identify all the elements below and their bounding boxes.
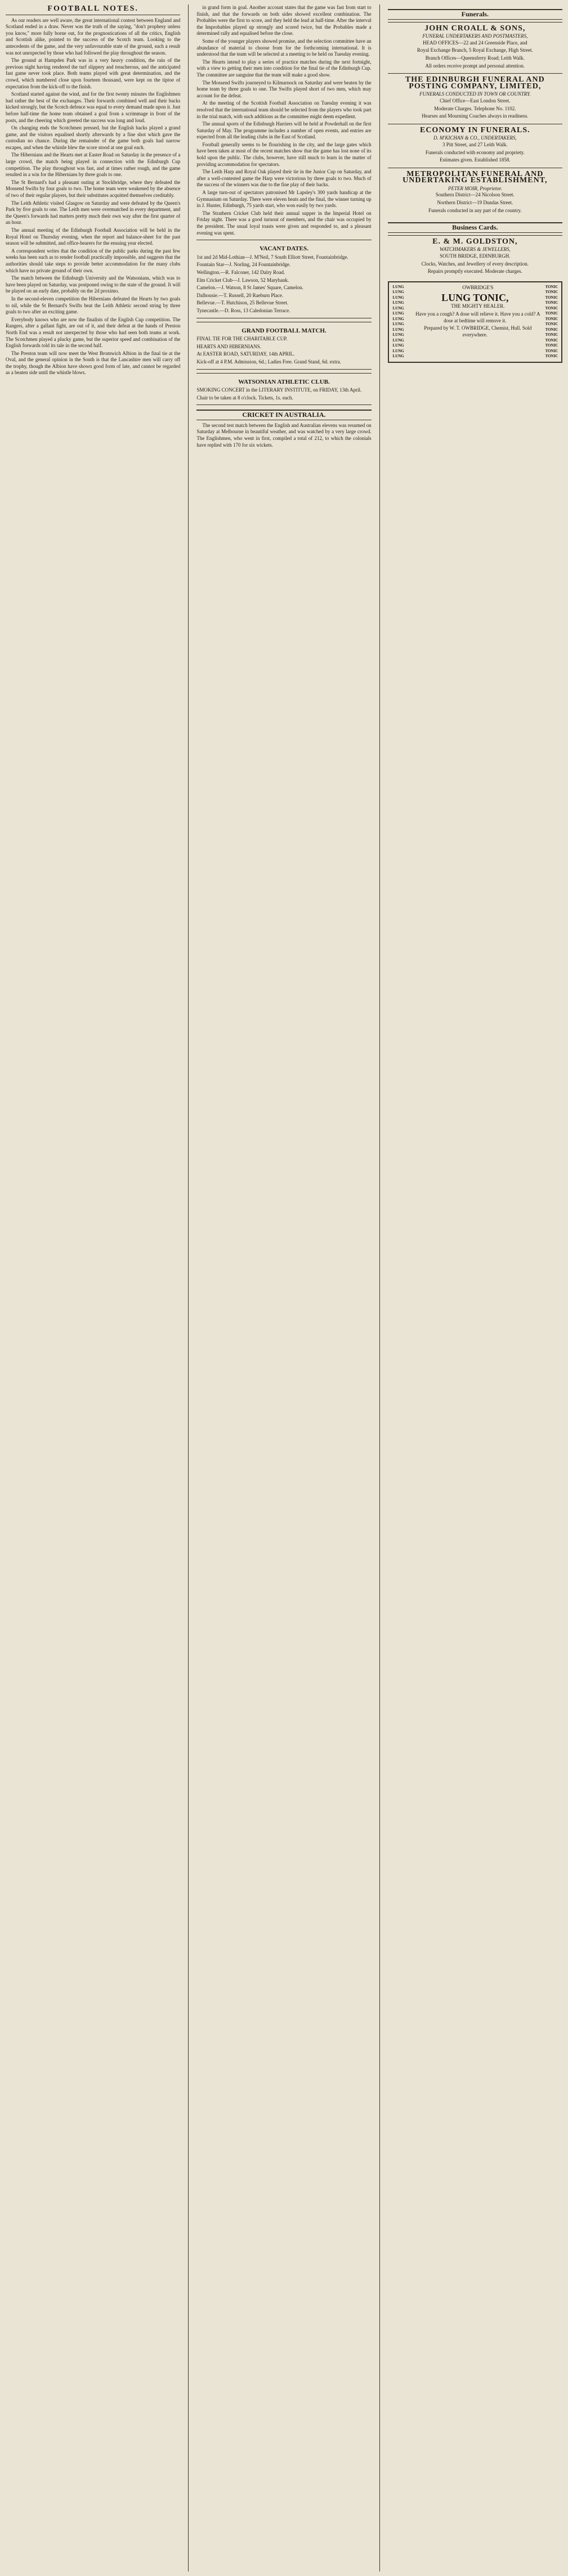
- notice-line: Fountain Star—J. Norling, 24 Fountainbridge.: [196, 262, 291, 268]
- ad-line: Southern District—24 Nicolson Street.: [435, 192, 515, 198]
- lung-tagline: THE MIGHTY HEALER.: [451, 303, 505, 309]
- ad-line: Royal Exchange Branch, 5 Royal Exchange, High Street.: [417, 47, 533, 53]
- article-paragraph: The match between the Edinburgh University and the Watsonians, which was to have been played on Saturday, was postponed owing to the state of the ground. It will be played on an early date, probably on the 2d proximo.: [6, 275, 181, 294]
- side-word: LUNG: [392, 332, 404, 338]
- article-paragraph: As our readers are well aware, the great international contest between England and Scotland ended in a draw. Never was the truth of the saying, "don't prophesy unless you know," more fully borne out, for the prognostications of all the critics, English and Scottish alike, pointed to the success of the Scotch team. Looking to the antecedents of the game, and the very unfavourable state of the ground, such a result was not unexpected by those who had followed the play throughout the season.: [6, 17, 181, 56]
- match-details: [196, 336, 371, 365]
- side-word: TONIC: [545, 295, 558, 300]
- side-word: TONIC: [545, 316, 558, 321]
- ad-line: Branch Offices—Queensferry Road; Leith Walk.: [425, 55, 525, 61]
- notice-line: FINAL TIE FOR THE CHARITABLE CUP.: [196, 336, 288, 342]
- cricket-article: [196, 422, 371, 448]
- ad-line: Repairs promptly executed. Moderate charges.: [427, 268, 522, 275]
- article-paragraph: The Hearts intend to play a series of practice matches during the next fortnight, with a view to getting their men into condition for the final tie of the Edinburgh Cup. The committee are sanguine that the team will make a good show.: [196, 59, 372, 78]
- lung-top: OWBRIDGE'S: [462, 284, 494, 290]
- cricket-heading: CRICKET IN AUSTRALIA.: [196, 410, 371, 420]
- article-paragraph: The second test match between the English and Australian elevens was resumed on Saturday at Melbourne in beautiful weather, and was watched by a very large crowd. The Englishmen, who went in first, compiled a total of 212, to which the colonials have replied with 170 for six wickets.: [196, 422, 372, 448]
- side-word: TONIC: [545, 290, 558, 295]
- article-paragraph: The ground at Hampden Park was in a very heavy condition, the rain of the previous night having rendered the turf slippery and treacherous, and the anticipated fast game never took place. Both teams played with great determination, and the crowd, which numbered close upon fourteen thousand, were kept on the tiptoe of expectation from the kick-off to the finish.: [6, 57, 181, 89]
- side-word: TONIC: [545, 305, 558, 311]
- article-paragraph: In the second-eleven competition the Hibernians defeated the Hearts by two goals to nil, while the St Bernard's Swifts beat the Leith Athletic second string by three goals to two after an exciting game.: [6, 295, 181, 315]
- ad-line: 3 Pitt Street, and 27 Leith Walk.: [442, 141, 508, 147]
- article-paragraph: The annual sports of the Edinburgh Harriers will be held at Powderhall on the first Saturday of May. The programme includes a number of open events, and entries are expected from all the leading clubs in the East of Scotland.: [196, 121, 372, 140]
- notice-line: Tynecastle.—D. Ross, 13 Caledonian Terrace.: [196, 307, 290, 313]
- column-divider: [379, 5, 380, 2571]
- ad-line: Hearses and Mourning Coaches always in readiness.: [422, 113, 529, 119]
- vacant-dates-list: [196, 254, 371, 314]
- ad-subtitle: FUNERALS CONDUCTED IN TOWN OR COUNTRY.: [419, 91, 531, 97]
- ad-line: Moderate Charges. Telephone No. 1102.: [434, 105, 516, 111]
- match-title: GRAND FOOTBALL MATCH.: [241, 327, 327, 334]
- goldston-details: [388, 253, 562, 275]
- ad-line: Chief Office—East London Street.: [440, 97, 511, 104]
- funeral-ad: [388, 73, 562, 124]
- goldston-subtitle: WATCHMAKERS & JEWELLERS,: [439, 246, 511, 253]
- funeral-ad: [388, 124, 562, 168]
- ad-title: JOHN CROALL & SONS,: [424, 24, 526, 33]
- ad-line: Estimates given. Established 1858.: [439, 157, 511, 163]
- ad-line: Clocks, Watches, and Jewellery of every description.: [421, 260, 529, 267]
- side-word: LUNG: [392, 338, 404, 343]
- article-paragraph: The annual meeting of the Edinburgh Football Association will be held in the Royal Hotel on Thursday evening, when the report and balance-sheet for the past season will be submitted, and office-bearers for the ensuing year elected.: [6, 227, 181, 246]
- club-notice: [196, 373, 371, 406]
- article-paragraph: Everybody knows who are now the finalists of the English Cup competition. The Rangers, after a gallant fight, are out of it, and their defeat at the hands of Preston North End was a result not unexpected by those who had seen both teams at work. The Scotchmen played a plucky game, but the superior speed and combination of the English forwards told its tale in the second half.: [6, 316, 181, 349]
- side-word: LUNG: [392, 322, 404, 327]
- ad-line: Northern District—19 Dundas Street.: [437, 200, 513, 206]
- column-middle: [196, 5, 371, 2571]
- notice-line: At EASTER ROAD, SATURDAY, 14th APRIL.: [196, 351, 295, 357]
- side-word: LUNG: [392, 311, 404, 316]
- ad-subtitle: PETER MOIR, Proprietor.: [448, 185, 502, 191]
- lung-tonic-ad: [388, 281, 562, 363]
- notice-line: Wellington.—R. Falconer, 142 Dalry Road.: [196, 269, 285, 275]
- page-columns: [6, 5, 562, 2571]
- ad-subtitle: D. M'KICHAN & CO., UNDERTAKERS,: [433, 135, 517, 141]
- side-word: LUNG: [392, 300, 404, 305]
- column-divider: [188, 5, 189, 2571]
- funeral-ad: [388, 168, 562, 218]
- club-details: [196, 387, 371, 401]
- side-word: LUNG: [392, 327, 404, 332]
- side-word: LUNG: [392, 295, 404, 300]
- article-paragraph: At the meeting of the Scottish Football Association on Tuesday evening it was resolved that the international team should be selected from the players who took part in the trial match, with such additions as the committee might deem expedient.: [196, 100, 372, 119]
- article-paragraph: On changing ends the Scotchmen pressed, but the English backs played a grand game, and the visitors equalised shortly afterwards by a fine shot which gave the custodian no chance. During the remainder of the game both goals had narrow escapes, and when the whistle blew the score stood at one goal each.: [6, 125, 181, 150]
- side-word: TONIC: [545, 348, 558, 353]
- vacant-dates-notice: [196, 240, 371, 318]
- article-paragraph: The Preston team will now meet the West Bromwich Albion in the final tie at the Oval, and the general opinion in the South is that the Lancashire men will carry off the trophy, though the Albion have shown good form of late, and cannot be regarded as a beaten side until the whistle blows.: [6, 350, 181, 376]
- match-notice: [196, 322, 371, 370]
- article-paragraph: The Leith Athletic visited Glasgow on Saturday and were defeated by the Queen's Park by five goals to one. The Leith men were overmatched in every department, and the Queen's forwards had matters pretty much their own way after the first quarter of an hour.: [6, 200, 181, 226]
- goldston-title: E. & M. GOLDSTON,: [432, 237, 518, 246]
- notice-line: Dalhousie.—T. Russell, 20 Raeburn Place.: [196, 292, 284, 298]
- side-word: TONIC: [545, 300, 558, 305]
- side-word: TONIC: [545, 327, 558, 332]
- article-paragraph: Scotland started against the wind, and for the first twenty minutes the Englishmen had rather the best of the exchanges. Their forwards combined well and their backs kicked strongly, but the Scotch defence was equal to every demand made upon it. Just before half-time the home team obtained a goal from a scrimmage in front of the posts, and the cheering which greeted the success was long and loud.: [6, 91, 181, 123]
- column-football-notes: [6, 5, 180, 2571]
- article-paragraph: Football generally seems to be flourishing in the city, and the large gates which have been taken at most of the recent matches show that the game has lost none of its hold upon the public. The clubs, however, have still much to learn in the matter of providing accommodation for spectators.: [196, 141, 372, 167]
- ad-line: Funerals conducted with economy and propriety.: [425, 149, 525, 155]
- side-word: LUNG: [392, 343, 404, 348]
- side-word: TONIC: [545, 322, 558, 327]
- funeral-ads: [388, 22, 562, 218]
- notice-line: Elm Cricket Club—J. Lawson, 52 Marybank.: [196, 277, 289, 283]
- notice-line: HEARTS AND HIBERNIANS.: [196, 343, 262, 349]
- ad-line: All orders receive prompt and personal attention.: [425, 62, 525, 69]
- side-word: LUNG: [392, 354, 404, 359]
- article-paragraph: A correspondent writes that the condition of the public parks during the past few weeks has been such as to render football practically impossible, and suggests that the authorities should take steps to provide better accommodation for the many clubs which have no private ground of their own.: [6, 248, 181, 273]
- notice-line: SMOKING CONCERT in the LITERARY INSTITUTE, on FRIDAY, 13th April.: [196, 387, 362, 393]
- lung-seller: Prepared by W. T. OWBRIDGE, Chemist, Hull. Sold everywhere.: [424, 325, 532, 338]
- lung-name: LUNG TONIC,: [441, 292, 509, 304]
- article-paragraph: The Strathern Cricket Club held their annual supper in the Imperial Hotel on Friday night. There was a good turnout of members, and the chair was occupied by the president. The usual loyal toasts were given and responded to, and a pleasant evening was spent.: [196, 210, 372, 236]
- side-word: TONIC: [545, 343, 558, 348]
- notice-line: Chair to be taken at 8 o'clock. Tickets, 1s. each.: [196, 394, 293, 401]
- article-paragraph: The Hibernians and the Hearts met at Easter Road on Saturday in the presence of a large crowd, the match being played in connection with the Edinburgh Cup competition. The play throughout was fast, and at times rather rough, and the game resulted in a win for the Hibernians by three goals to one.: [6, 152, 181, 178]
- article-paragraph: The Mossend Swifts journeyed to Kilmarnock on Saturday and were beaten by the home team by three goals to one. The Swifts played short of two men, which may account for the defeat.: [196, 79, 372, 98]
- article-paragraph: A large turn-out of spectators patronised Mr Lapsley's 300 yards handicap at the Gymnasium on Saturday. There were eleven heats and the final, the winner turning up in J. Hunter, Edinburgh, 75 yards start, who won easily by two yards.: [196, 190, 372, 209]
- side-word: LUNG: [392, 305, 404, 311]
- middle-column-articles: [196, 5, 371, 236]
- business-cards-heading: Business Cards.: [388, 222, 562, 233]
- club-title: WATSONIAN ATHLETIC CLUB.: [238, 378, 330, 385]
- side-word: TONIC: [545, 332, 558, 338]
- football-notes-body: [6, 17, 180, 376]
- goldston-ad: [388, 235, 562, 279]
- ad-subtitle: FUNERAL UNDERTAKERS AND POSTMASTERS,: [422, 33, 528, 39]
- side-word: TONIC: [545, 354, 558, 359]
- football-notes-heading: FOOTBALL NOTES.: [6, 5, 180, 15]
- lung-tonic-center: [408, 285, 542, 359]
- column-advertisements: [388, 5, 562, 2571]
- notice-line: Camelon.—J. Watson, 8 St James' Square, Camelon.: [196, 285, 303, 291]
- side-word: TONIC: [545, 284, 558, 289]
- vacant-dates-title: VACANT DATES.: [260, 245, 308, 253]
- article-paragraph: Some of the younger players showed promise, and the selection committee have an abundance of material to choose from for the forthcoming international. It is understood that the team will be selected at a meeting to be held on Tuesday evening.: [196, 38, 372, 57]
- lung-copy: Have you a cough? A dose will relieve it. Have you a cold? A dose at bedtime will remove it.: [415, 311, 540, 323]
- ad-line: HEAD OFFICES—22 and 24 Greenside Place, and: [422, 39, 527, 46]
- side-word: LUNG: [392, 316, 404, 321]
- ad-line: SOUTH BRIDGE, EDINBURGH.: [440, 253, 511, 259]
- side-word: LUNG: [392, 290, 404, 295]
- lung-side-border: [391, 285, 406, 359]
- article-paragraph: in grand form in goal. Another account states that the game was fast from start to finish, and that the forwards on both sides showed excellent combination. The Probables were the first to score, and they held the lead at half-time. After the interval the Improbables played up strongly and scored twice, but the Probables made a determined rally and equalised before the close.: [196, 5, 372, 37]
- side-word: LUNG: [392, 348, 404, 353]
- notice-line: 1st and 2d Mid-Lothian—J. M'Neil, 7 South Elliott Street, Fountainbridge.: [196, 254, 348, 260]
- article-paragraph: The St Bernard's had a pleasant outing at Stockbridge, where they defeated the Mossend Swifts by four goals to two. The home team were weakened by the absence of two of their regular players, but their substitutes acquitted themselves creditably.: [6, 179, 181, 199]
- notice-line: Kick-off at 4 P.M. Admission, 6d.; Ladies Free. Grand Stand, 6d. extra.: [196, 358, 341, 365]
- funerals-heading: Funerals.: [388, 9, 562, 20]
- ad-title: METROPOLITAN FUNERAL AND UNDERTAKING ESTABLISHMENT,: [402, 169, 548, 185]
- ad-title: ECONOMY IN FUNERALS.: [419, 125, 530, 134]
- ad-line: Funerals conducted in any part of the country.: [428, 207, 522, 213]
- side-word: LUNG: [392, 284, 404, 289]
- notice-line: Bellevue.—T. Hutchison, 25 Bellevue Street.: [196, 300, 289, 306]
- side-word: TONIC: [545, 311, 558, 316]
- tonic-side-border: [544, 285, 559, 359]
- funeral-ad: [388, 22, 562, 74]
- article-paragraph: The Leith Harp and Royal Oak played their tie in the Junior Cup on Saturday, and after a well-contested game the Harp were victorious by three goals to two. Much of the success of the winners was due to the fine play of their backs.: [196, 169, 372, 188]
- side-word: TONIC: [545, 338, 558, 343]
- ad-title: THE EDINBURGH FUNERAL AND POSTING COMPANY, LIMITED,: [405, 75, 545, 91]
